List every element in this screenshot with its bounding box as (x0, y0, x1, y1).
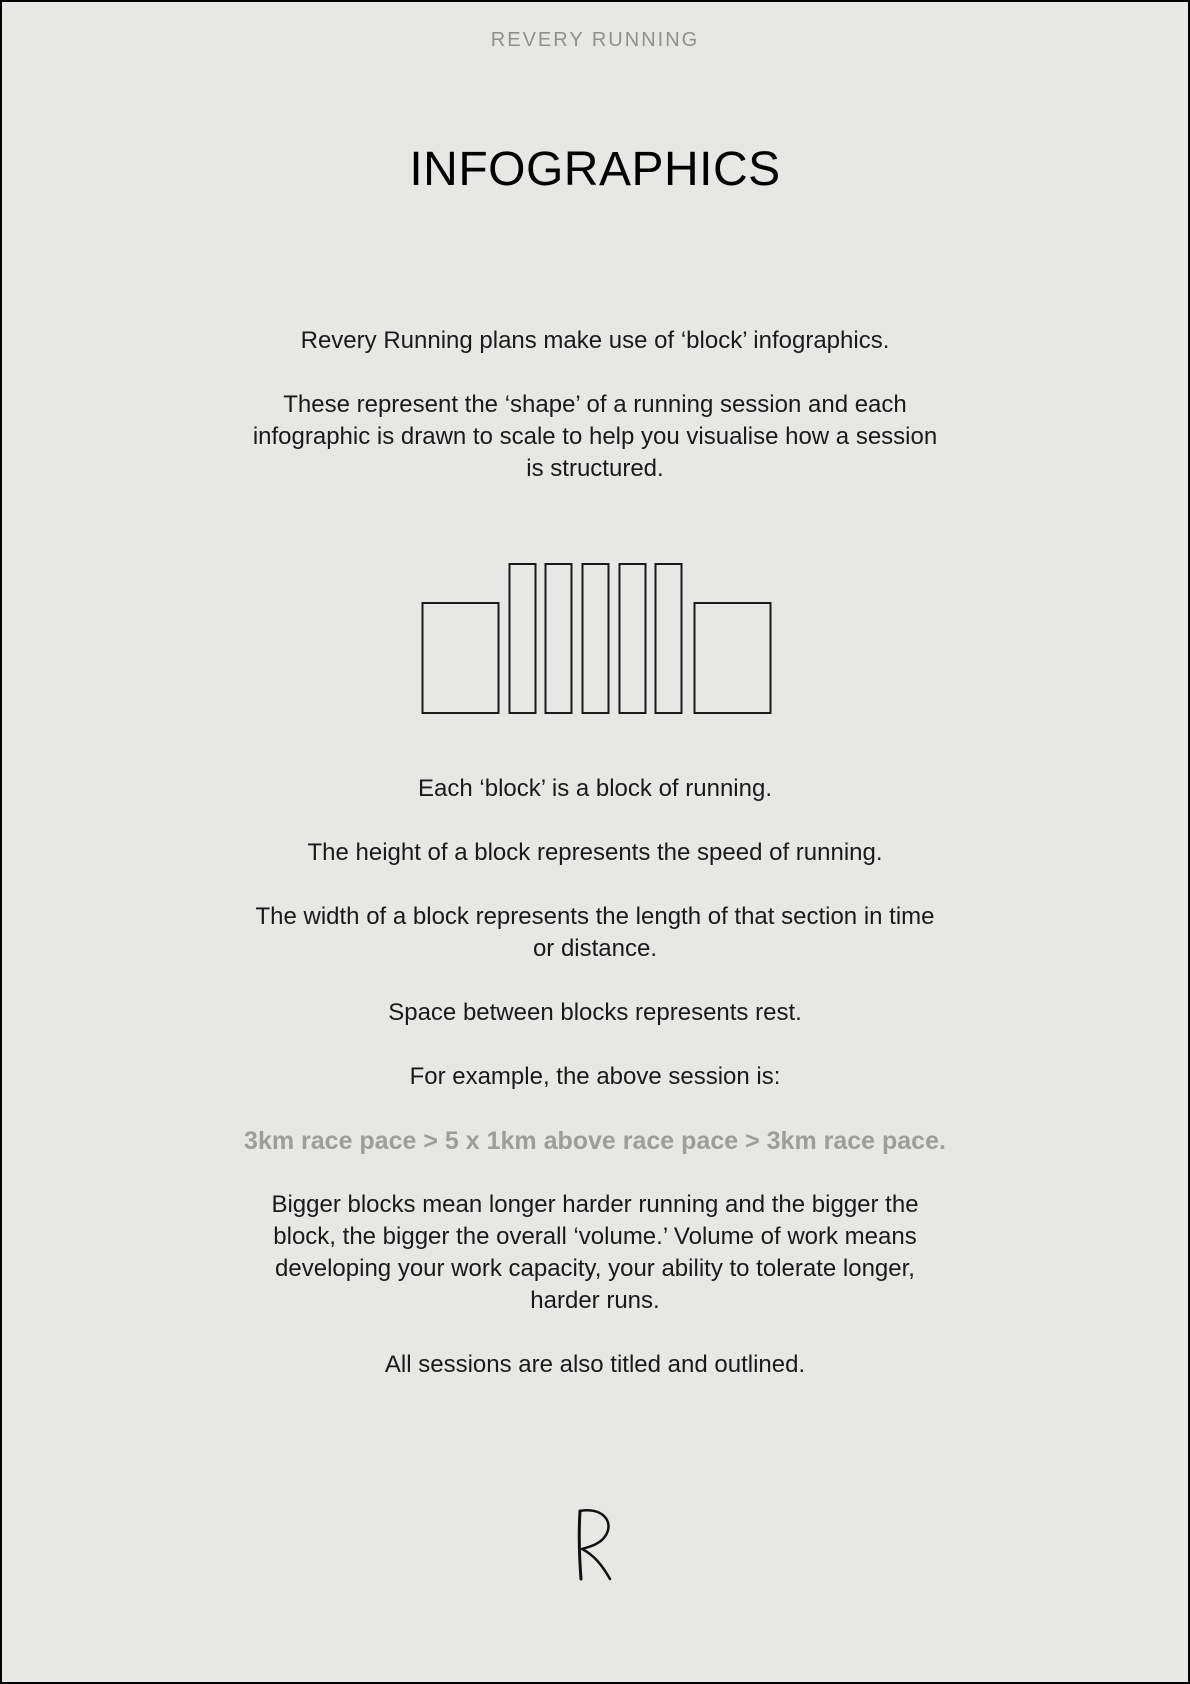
brand-name: REVERY RUNNING (490, 29, 700, 51)
explanation-paragraph-2: The height of a block represents the speed of running. (307, 839, 883, 866)
explanation-paragraph-7: All sessions are also titled and outlined. (384, 1351, 806, 1378)
intro-paragraph-2: These represent the ‘shape’ of a running session and each infographic is drawn to scale to help you visualise how a session is structured. (252, 391, 938, 482)
example-session: 3km race pace > 5 x 1km above race pace > 3km race pace. (244, 1127, 946, 1155)
explanation-paragraph-4: Space between blocks represents rest. (388, 999, 802, 1026)
block-interval-3 (583, 564, 609, 713)
block-cooldown-3km (695, 603, 771, 713)
explanation-paragraph-1: Each ‘block’ is a block of running. (418, 775, 772, 802)
page-title: INFOGRAPHICS (409, 143, 781, 196)
block-interval-4 (620, 564, 646, 713)
intro-paragraph-1: Revery Running plans make use of ‘block’ infographics. (300, 327, 890, 354)
block-warmup-3km (423, 603, 499, 713)
explanation-paragraph-5: For example, the above session is: (409, 1063, 781, 1090)
block-interval-1 (510, 564, 536, 713)
revery-r-logo-icon (572, 1507, 620, 1583)
block-interval-5 (656, 564, 682, 713)
explanation-paragraph-6: Bigger blocks mean longer harder running and the bigger the block, the bigger the overall ‘volume.’ Volume of work means developing your work capacity, your ability to tolerate longer, harder runs. (271, 1191, 919, 1314)
block-interval-2 (546, 564, 572, 713)
explanation-paragraph-3: The width of a block represents the length of that section in time or distance. (255, 903, 935, 962)
